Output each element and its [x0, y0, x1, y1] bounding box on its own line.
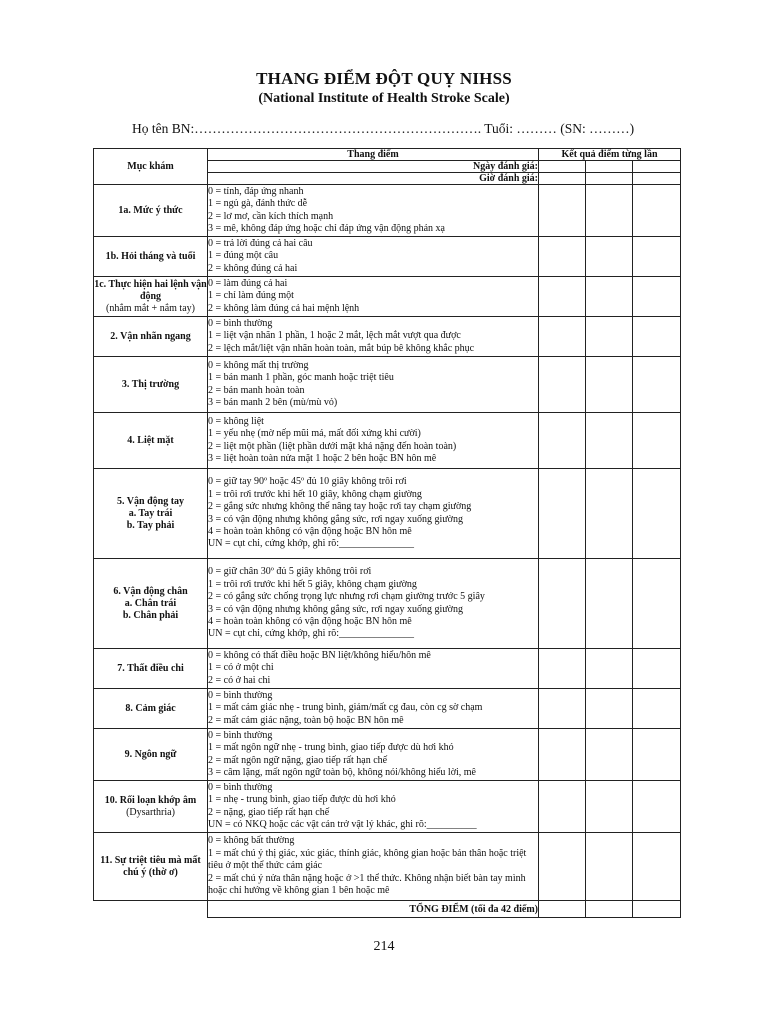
table-row — [94, 317, 681, 357]
result-cell-3[interactable] — [633, 413, 681, 469]
time-cell-3[interactable] — [633, 173, 681, 185]
score-option: 0 = trả lời đúng cả hai câu — [208, 237, 313, 249]
item-label: 7. Thất điều chi — [117, 662, 184, 674]
result-cell-1[interactable] — [539, 277, 586, 317]
score-options-cell — [208, 559, 539, 649]
score-options-cell — [208, 413, 539, 469]
page-subtitle: (National Institute of Health Stroke Scale) — [258, 91, 510, 106]
date-cell-3[interactable] — [633, 161, 681, 173]
score-option: 1 = mất cảm giác nhẹ - trung bình, giảm/mất cg đau, còn cg sờ chạm — [208, 702, 483, 714]
score-option: 2 = gắng sức nhưng không thể nâng tay hoặc rơi tay chạm giường — [208, 501, 472, 513]
result-cell-1[interactable] — [539, 237, 586, 277]
table-row — [94, 689, 681, 729]
score-options-cell — [208, 833, 539, 901]
result-cell-2[interactable] — [586, 559, 633, 649]
score-options-cell — [208, 185, 539, 237]
result-cell-3[interactable] — [633, 469, 681, 559]
item-subline: b. Chân phải — [122, 609, 179, 621]
score-option: 3 = bán manh 2 bên (mù/mù vỏ) — [208, 396, 338, 408]
column-header-results: Kết quả điểm từng lần — [539, 149, 681, 161]
result-cell-3[interactable] — [633, 237, 681, 277]
score-option: 2 = mất ngôn ngữ nặng, giao tiếp rất hạn chế — [208, 754, 388, 766]
score-option: 0 = không liệt — [208, 415, 264, 427]
score-option: 3 = mê, không đáp ứng hoặc chỉ đáp ứng vận động phản xạ — [208, 222, 445, 234]
item-name-cell — [94, 689, 208, 729]
result-cell-1[interactable] — [539, 729, 586, 781]
table-row — [94, 185, 681, 237]
result-cell-3[interactable] — [633, 559, 681, 649]
score-option: 4 = hoàn toàn không có vận động hoặc BN hôn mê — [208, 525, 412, 537]
total-label: TỔNG ĐIỂM (tối đa 42 điểm) — [208, 901, 539, 918]
result-cell-3[interactable] — [633, 781, 681, 833]
item-note: (nhắm mắt + nắm tay) — [106, 302, 195, 314]
table-row — [94, 469, 681, 559]
score-option: UN = cụt chi, cứng khớp, ghi rõ:_______________ — [208, 628, 415, 640]
result-cell-2[interactable] — [586, 357, 633, 413]
score-options-cell — [208, 649, 539, 689]
item-label: 10. Rối loạn khớp âm — [104, 794, 197, 806]
score-option: 0 = bình thường — [208, 781, 273, 793]
result-cell-3[interactable] — [633, 357, 681, 413]
score-options-cell — [208, 237, 539, 277]
score-option: 2 = không đúng cả hai — [208, 262, 298, 274]
score-option: 0 = giữ chân 30º đủ 5 giây không trôi rơi — [208, 566, 372, 578]
table-row — [94, 649, 681, 689]
item-subline: b. Tay phải — [126, 519, 175, 531]
score-option: 2 = mất cảm giác nặng, toàn bộ hoặc BN hôn mê — [208, 714, 404, 726]
result-cell-3[interactable] — [633, 185, 681, 237]
score-option: 1 = trôi rơi trước khi hết 5 giây, không chạm giường — [208, 578, 417, 590]
table-row — [94, 833, 681, 901]
score-option: 0 = bình thường — [208, 729, 273, 741]
result-cell-1[interactable] — [539, 833, 586, 901]
score-option: 3 = liệt hoàn toàn nửa mặt 1 hoặc 2 bên hoặc BN hôn mê — [208, 452, 437, 464]
score-option: 2 = liệt một phần (liệt phần dưới mặt khá nặng đến hoàn toàn) — [208, 440, 457, 452]
item-label: 3. Thị trường — [121, 378, 180, 390]
score-options-cell — [208, 277, 539, 317]
score-option: 3 = có vận động nhưng không gắng sức, rơi ngay xuống giường — [208, 513, 463, 525]
score-option: 1 = mất ngôn ngữ nhẹ - trung bình, giao tiếp được dù hơi khó — [208, 742, 454, 754]
date-cell-2[interactable] — [586, 161, 633, 173]
score-option: 1 = đúng một câu — [208, 250, 279, 262]
total-cell-1[interactable] — [539, 901, 586, 918]
result-cell-2[interactable] — [586, 729, 633, 781]
result-cell-3[interactable] — [633, 729, 681, 781]
score-option: 0 = giữ tay 90º hoặc 45º đủ 10 giây không trôi rơi — [208, 476, 407, 488]
score-option: 0 = không có thất điều hoặc BN liệt/không hiểu/hôn mê — [208, 649, 431, 661]
result-cell-1[interactable] — [539, 317, 586, 357]
score-options-cell — [208, 357, 539, 413]
result-cell-1[interactable] — [539, 413, 586, 469]
item-name-cell — [94, 729, 208, 781]
result-cell-2[interactable] — [586, 469, 633, 559]
table-row — [94, 559, 681, 649]
time-label: Giờ đánh giá: — [208, 173, 539, 185]
time-cell-1[interactable] — [539, 173, 586, 185]
column-header-scale: Thang điểm — [208, 149, 539, 161]
result-cell-1[interactable] — [539, 689, 586, 729]
result-cell-2[interactable] — [586, 317, 633, 357]
time-cell-2[interactable] — [586, 173, 633, 185]
score-option: 2 = có ở hai chi — [208, 674, 271, 686]
table-row — [94, 781, 681, 833]
score-option: 0 = không bất thường — [208, 835, 295, 847]
item-label: 1b. Hỏi tháng và tuổi — [105, 250, 196, 262]
date-label: Ngày đánh giá: — [208, 161, 539, 173]
item-name-cell — [94, 413, 208, 469]
item-label: 6. Vận động chân — [113, 585, 188, 597]
score-option: 0 = làm đúng cả hai — [208, 277, 288, 289]
item-label: 11. Sự triệt tiêu mà mất chú ý (thờ ơ) — [100, 854, 201, 878]
nihss-score-table — [93, 148, 681, 918]
item-note: (Dysarthria) — [126, 806, 175, 818]
page-title: THANG ĐIỂM ĐỘT QUỴ NIHSS — [256, 69, 512, 88]
score-option: 4 = hoàn toàn không có vận động hoặc BN hôn mê — [208, 615, 412, 627]
result-cell-2[interactable] — [586, 413, 633, 469]
score-option: 1 = liệt vận nhãn 1 phần, 1 hoặc 2 mắt, lệch mắt vượt qua được — [208, 330, 461, 342]
score-option: UN = cụt chi, cứng khớp, ghi rõ:_______________ — [208, 538, 415, 550]
item-name-cell — [94, 781, 208, 833]
score-option: 2 = mất chú ý nửa thân nặng hoặc ở >1 thể thức. Không nhận biết bàn tay mình hoặc chỉ hướng về không gian 1 bên hoặc mê — [208, 872, 526, 897]
score-option: 2 = có gắng sức chống trọng lực nhưng rơi chạm giường trước 5 giây — [208, 591, 485, 603]
score-option: 2 = nặng, giao tiếp rất hạn chế — [208, 806, 330, 818]
score-option: 0 = tỉnh, đáp ứng nhanh — [208, 185, 304, 197]
item-label: 9. Ngôn ngữ — [124, 748, 177, 760]
result-cell-1[interactable] — [539, 357, 586, 413]
item-name-cell — [94, 277, 208, 317]
item-subline: a. Chân trái — [124, 597, 177, 609]
item-name-cell — [94, 317, 208, 357]
item-label: 1c. Thực hiện hai lệnh vận động — [94, 278, 207, 302]
table-row — [94, 357, 681, 413]
result-cell-2[interactable] — [586, 833, 633, 901]
item-label: 4. Liệt mặt — [127, 434, 174, 446]
item-label: 2. Vận nhãn ngang — [110, 330, 191, 342]
patient-info-line — [132, 121, 634, 137]
score-option: 1 = chỉ làm đúng một — [208, 290, 294, 302]
result-cell-1[interactable] — [539, 781, 586, 833]
score-option: 0 = bình thường — [208, 689, 273, 701]
table-row — [94, 729, 681, 781]
table-header-row — [94, 149, 681, 161]
item-name-cell — [94, 185, 208, 237]
item-label: 8. Cảm giác — [125, 702, 176, 714]
score-option: 1 = yếu nhẹ (mờ nếp mũi má, mất đối xứng khi cười) — [208, 428, 421, 440]
item-name-cell — [94, 649, 208, 689]
score-option: 1 = mất chú ý thị giác, xúc giác, thính giác, không gian hoặc bản thân hoặc triệt tiêu ở một thể thức cảm giác — [208, 847, 527, 872]
score-option: 3 = có vận động nhưng không gắng sức, rơi ngay xuống giường — [208, 603, 463, 615]
result-cell-1[interactable] — [539, 559, 586, 649]
score-option: 0 = không mất thị trường — [208, 359, 309, 371]
score-option: 3 = câm lặng, mất ngôn ngữ toàn bộ, không nói/không hiểu lời, mê — [208, 766, 476, 778]
result-cell-2[interactable] — [586, 185, 633, 237]
score-option: 2 = không làm đúng cả hai mệnh lệnh — [208, 302, 360, 314]
score-options-cell — [208, 729, 539, 781]
score-options-cell — [208, 689, 539, 729]
result-cell-3[interactable] — [633, 833, 681, 901]
table-row — [94, 413, 681, 469]
score-options-cell — [208, 781, 539, 833]
score-option: 0 = bình thường — [208, 317, 273, 329]
item-subline: a. Tay trái — [128, 507, 173, 519]
page-number: 214 — [373, 939, 395, 954]
score-options-cell — [208, 469, 539, 559]
result-cell-2[interactable] — [586, 649, 633, 689]
score-option: 2 = lệch mắt/liệt vận nhãn hoàn toàn, mắt búp bê không khắc phục — [208, 342, 475, 354]
result-cell-3[interactable] — [633, 317, 681, 357]
item-name-cell — [94, 833, 208, 901]
score-option: 1 = trôi rơi trước khi hết 10 giây, không chạm giường — [208, 488, 422, 500]
item-name-cell — [94, 357, 208, 413]
result-cell-1[interactable] — [539, 469, 586, 559]
item-name-cell — [94, 237, 208, 277]
total-cell-3[interactable] — [633, 901, 681, 918]
date-cell-1[interactable] — [539, 161, 586, 173]
result-cell-3[interactable] — [633, 649, 681, 689]
result-cell-1[interactable] — [539, 185, 586, 237]
total-row — [94, 901, 681, 918]
result-cell-3[interactable] — [633, 277, 681, 317]
result-cell-2[interactable] — [586, 237, 633, 277]
result-cell-3[interactable] — [633, 689, 681, 729]
total-cell-2[interactable] — [586, 901, 633, 918]
result-cell-2[interactable] — [586, 781, 633, 833]
score-option: 2 = lơ mơ, cần kích thích mạnh — [208, 210, 334, 222]
score-option: 1 = nhẹ - trung bình, giao tiếp được dù hơi khó — [208, 794, 396, 806]
score-option: 1 = có ở một chi — [208, 662, 274, 674]
table-row — [94, 237, 681, 277]
result-cell-2[interactable] — [586, 689, 633, 729]
item-label: 1a. Mức ý thức — [118, 204, 183, 216]
result-cell-2[interactable] — [586, 277, 633, 317]
table-row — [94, 277, 681, 317]
column-header-item: Mục khám — [94, 149, 208, 185]
item-name-cell — [94, 469, 208, 559]
score-option: 2 = bán manh hoàn toàn — [208, 384, 305, 396]
score-option: UN = có NKQ hoặc các vật cản trở vật lý khác, ghi rõ:__________ — [208, 818, 477, 830]
item-label: 5. Vận động tay — [116, 495, 185, 507]
score-option: 1 = ngủ gà, đánh thức dễ — [208, 198, 308, 210]
result-cell-1[interactable] — [539, 649, 586, 689]
item-name-cell — [94, 559, 208, 649]
score-option: 1 = bán manh 1 phần, góc manh hoặc triệt tiêu — [208, 372, 394, 384]
patient-name-label: Họ tên BN:………………………………………………………. Tuổi: ……… (SN: ………) — [132, 121, 635, 136]
score-options-cell — [208, 317, 539, 357]
